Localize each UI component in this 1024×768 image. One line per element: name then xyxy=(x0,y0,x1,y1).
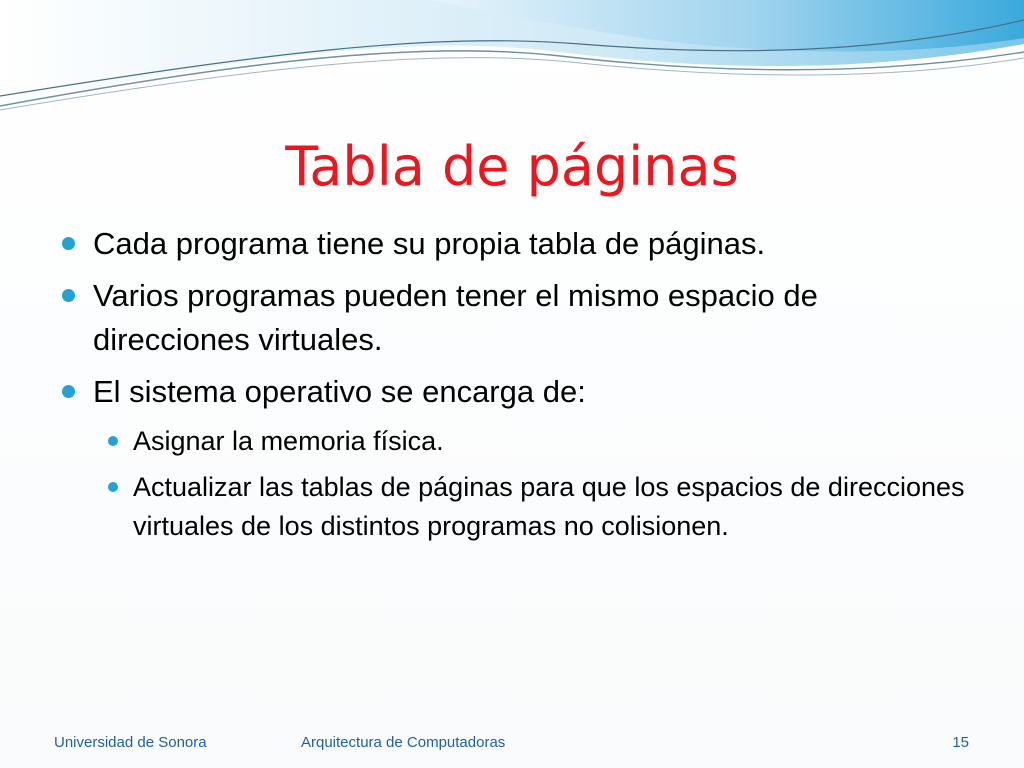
sub-bullet-text: Asignar la memoria física. xyxy=(133,426,444,456)
list-item xyxy=(60,222,970,266)
footer-page-number: 15 xyxy=(952,734,969,751)
footer-university: Universidad de Sonora xyxy=(54,734,207,751)
bullet-dot-icon xyxy=(62,385,75,398)
sub-bullet-text: Actualizar las tablas de páginas para que los espacios de direcciones virtuales de los distintos programas no colisionen. xyxy=(133,472,965,541)
sub-list-item xyxy=(105,468,970,546)
bullet-text: El sistema operativo se encarga de: xyxy=(93,374,586,409)
list-item xyxy=(60,370,970,414)
bullet-list xyxy=(60,222,970,553)
bullet-text: Varios programas pueden tener el mismo espacio de direcciones virtuales. xyxy=(93,278,818,357)
sub-list-item xyxy=(105,422,970,461)
sub-bullet-dot-icon xyxy=(108,436,118,446)
list-item xyxy=(60,274,970,362)
bullet-text: Cada programa tiene su propia tabla de páginas. xyxy=(93,226,766,261)
bullet-dot-icon xyxy=(62,289,75,302)
slide-title: Tabla de páginas xyxy=(285,135,739,198)
bullet-dot-icon xyxy=(62,237,75,250)
footer-course: Arquitectura de Computadoras xyxy=(301,734,506,751)
header-wave-decoration xyxy=(0,0,1024,130)
sub-bullet-dot-icon xyxy=(108,482,118,492)
